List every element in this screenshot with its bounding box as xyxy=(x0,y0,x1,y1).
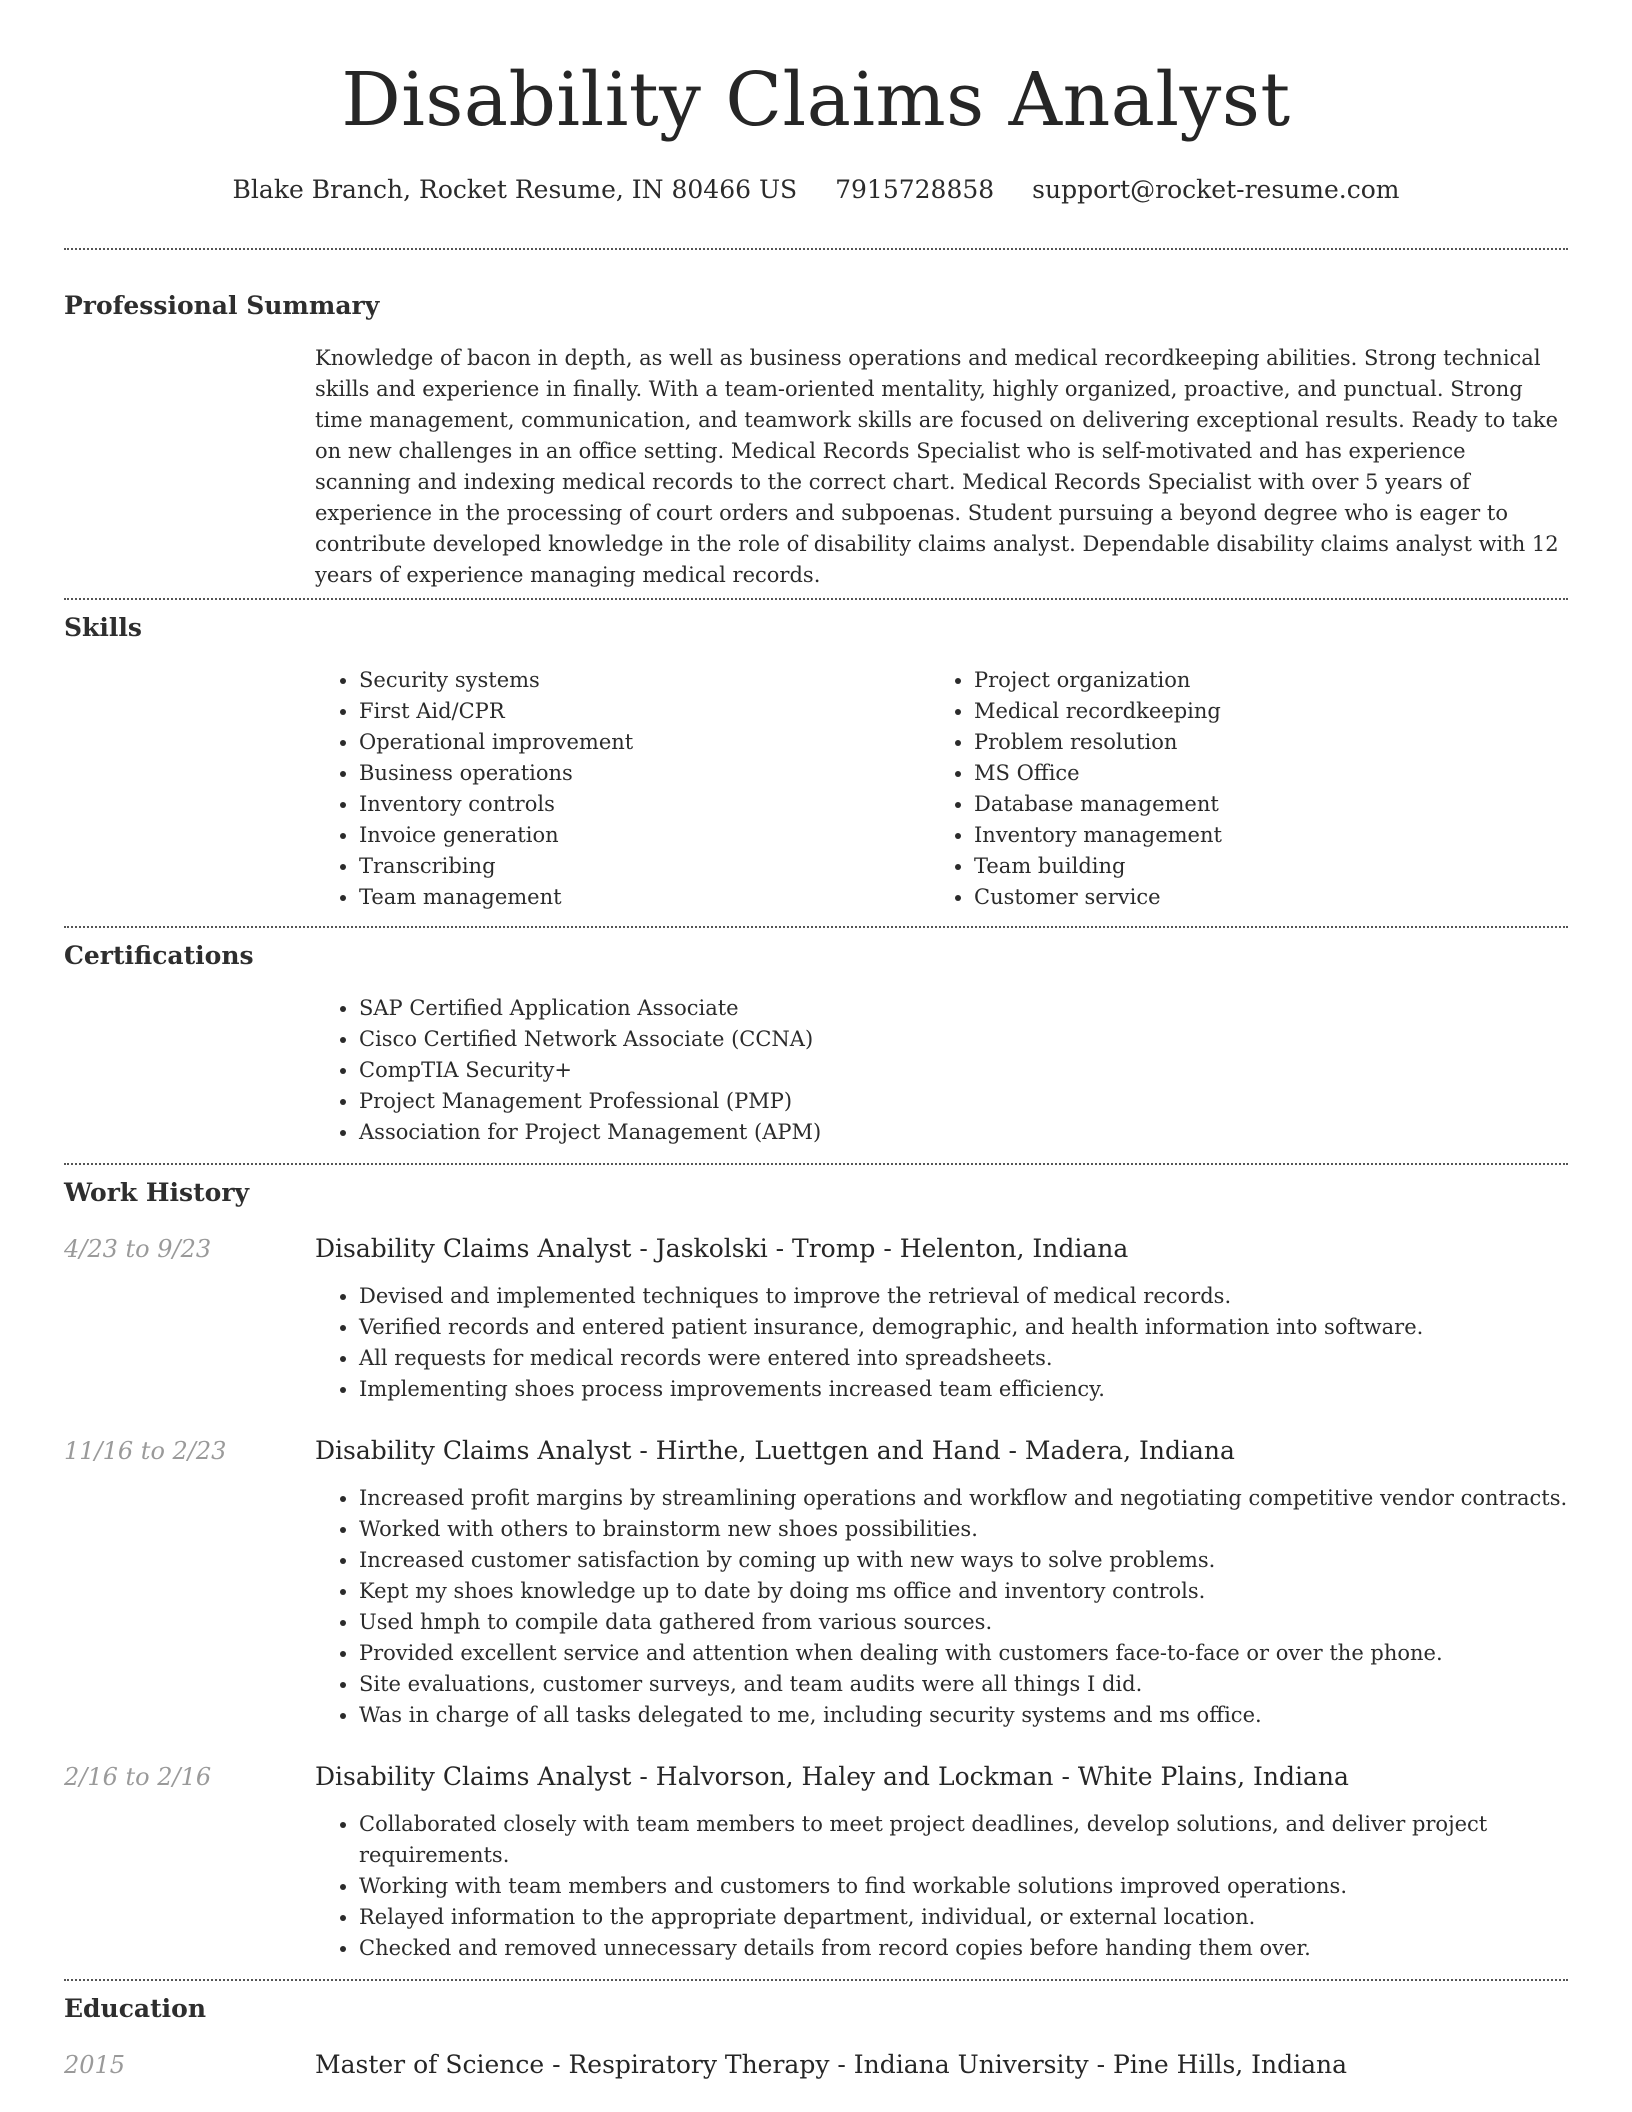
contact-line xyxy=(64,174,1568,206)
job-entry xyxy=(64,1233,1568,1405)
work-history-heading: Work History xyxy=(64,1178,250,1207)
skills-grid xyxy=(315,665,1568,913)
job-bullet: • Was in charge of all tasks delegated to me, including security systems and ms office. xyxy=(359,1700,1568,1731)
skill-item: • Problem resolution xyxy=(974,727,1545,758)
skill-item: • Security systems xyxy=(359,665,930,696)
divider xyxy=(64,1979,1568,1981)
contact-phone: 7915728858 xyxy=(835,175,995,204)
skill-item: • Team building xyxy=(974,851,1545,882)
skill-item: • Project organization xyxy=(974,665,1545,696)
education-entry xyxy=(64,2049,1568,2081)
education-degree: Master of Science - Respiratory Therapy - Indiana University - Pine Hills, Indiana xyxy=(315,2050,1348,2079)
skill-item: • Inventory controls xyxy=(359,789,930,820)
contact-address: Blake Branch, Rocket Resume, IN 80466 US xyxy=(232,175,798,204)
summary-text: Knowledge of bacon in depth, as well as business operations and medical recordkeeping abilities. Strong technical skills and experience in finally. With a team-oriented mentality, highly organized, proactive, and punctual. Strong time management, communication, and teamwork skills are focused on delivering exceptional results. Ready to take on new challenges in an office setting. Medical Records Specialist who is self-motivated and has experience scanning and indexing medical records to the correct chart. Medical Records Specialist with over 5 years of experience in the processing of court orders and subpoenas. Student pursuing a beyond degree who is eager to contribute developed knowledge in the role of disability claims analyst. Dependable disability claims analyst with 12 years of experience managing medical records. xyxy=(315,346,1559,587)
skills-heading: Skills xyxy=(64,613,142,642)
education-year: 2015 xyxy=(64,2051,126,2079)
job-bullets xyxy=(315,1809,1568,1964)
job-bullet: • Site evaluations, customer surveys, and team audits were all things I did. xyxy=(359,1669,1568,1700)
job-bullet: • Implementing shoes process improvements increased team efficiency. xyxy=(359,1374,1568,1405)
divider xyxy=(64,598,1568,600)
divider xyxy=(64,248,1568,250)
certification-item: • Association for Project Management (APM) xyxy=(359,1117,1568,1148)
skill-item: • Transcribing xyxy=(359,851,930,882)
resume-title: Disability Claims Analyst xyxy=(341,57,1291,143)
skill-item: • Database management xyxy=(974,789,1545,820)
job-dates: 11/16 to 2/23 xyxy=(64,1437,227,1465)
job-bullets xyxy=(315,1483,1568,1731)
job-bullet: • Verified records and entered patient insurance, demographic, and health information into software. xyxy=(359,1312,1568,1343)
resume-page xyxy=(64,0,1568,2081)
skill-item: • Team management xyxy=(359,882,930,913)
certification-item: • CompTIA Security+ xyxy=(359,1055,1568,1086)
job-entry xyxy=(64,1761,1568,1964)
job-title: Disability Claims Analyst - Jaskolski - Tromp - Helenton, Indiana xyxy=(315,1234,1129,1263)
job-bullet: • Kept my shoes knowledge up to date by doing ms office and inventory controls. xyxy=(359,1576,1568,1607)
job-bullet: • Devised and implemented techniques to improve the retrieval of medical records. xyxy=(359,1281,1568,1312)
job-dates: 4/23 to 9/23 xyxy=(64,1235,212,1263)
job-title: Disability Claims Analyst - Halvorson, Haley and Lockman - White Plains, Indiana xyxy=(315,1762,1349,1791)
certifications-list xyxy=(315,993,1568,1148)
certification-item: • Project Management Professional (PMP) xyxy=(359,1086,1568,1117)
job-bullet: • Working with team members and customers to find workable solutions improved operations. xyxy=(359,1871,1568,1902)
job-bullet: • Increased customer satisfaction by coming up with new ways to solve problems. xyxy=(359,1545,1568,1576)
certification-item: • Cisco Certified Network Associate (CCNA) xyxy=(359,1024,1568,1055)
job-bullet: • Checked and removed unnecessary details from record copies before handing them over. xyxy=(359,1933,1568,1964)
divider xyxy=(64,1163,1568,1165)
job-bullet: • Provided excellent service and attention when dealing with customers face-to-face or over the phone. xyxy=(359,1638,1568,1669)
job-bullet: • Used hmph to compile data gathered from various sources. xyxy=(359,1607,1568,1638)
job-entry xyxy=(64,1435,1568,1731)
skill-item: • Business operations xyxy=(359,758,930,789)
skill-item: • Operational improvement xyxy=(359,727,930,758)
skill-item: • First Aid/CPR xyxy=(359,696,930,727)
summary-heading: Professional Summary xyxy=(64,291,380,320)
job-dates: 2/16 to 2/16 xyxy=(64,1763,212,1791)
certification-item: • SAP Certified Application Associate xyxy=(359,993,1568,1024)
skill-item: • Medical recordkeeping xyxy=(974,696,1545,727)
skill-item: • MS Office xyxy=(974,758,1545,789)
contact-email: support@rocket-resume.com xyxy=(1032,175,1400,204)
job-bullet: • Worked with others to brainstorm new shoes possibilities. xyxy=(359,1514,1568,1545)
skill-item: • Customer service xyxy=(974,882,1545,913)
job-bullet: • All requests for medical records were entered into spreadsheets. xyxy=(359,1343,1568,1374)
job-title: Disability Claims Analyst - Hirthe, Luettgen and Hand - Madera, Indiana xyxy=(315,1436,1235,1465)
divider xyxy=(64,926,1568,928)
job-bullets xyxy=(315,1281,1568,1405)
certifications-heading: Certifications xyxy=(64,941,254,970)
skills-left-column xyxy=(315,665,930,913)
education-heading: Education xyxy=(64,1994,207,2023)
job-bullet: • Collaborated closely with team members to meet project deadlines, develop solutions, and deliver project requirements. xyxy=(359,1809,1568,1871)
skill-item: • Inventory management xyxy=(974,820,1545,851)
skills-right-column xyxy=(930,665,1545,913)
job-bullet: • Relayed information to the appropriate department, individual, or external location. xyxy=(359,1902,1568,1933)
job-bullet: • Increased profit margins by streamlining operations and workflow and negotiating competitive vendor contracts. xyxy=(359,1483,1568,1514)
skill-item: • Invoice generation xyxy=(359,820,930,851)
